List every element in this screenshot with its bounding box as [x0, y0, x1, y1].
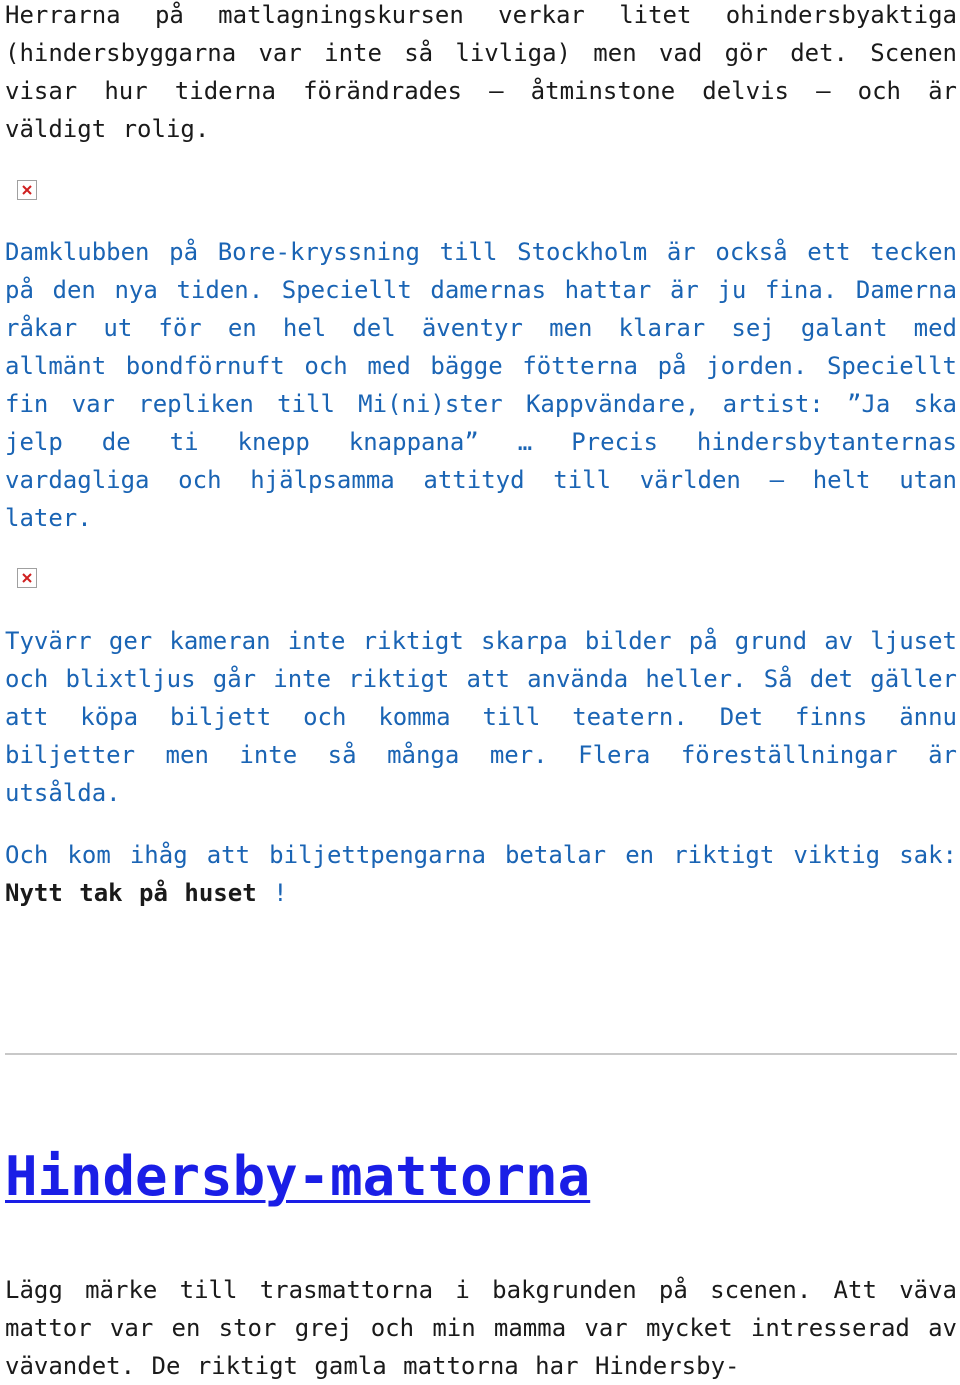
paragraph-cooking-course: Herrarna på matlagningskursen verkar litet ohindersbyaktiga (hindersbyggarna var inte så livliga) men vad gör det. Scenen visar hur tiderna förändrades – åtminstone delvis – och är väldigt rolig.	[5, 1, 957, 143]
post-title-link[interactable]: Hindersby-mattorna	[5, 1145, 591, 1208]
post-excerpt: Lägg märke till trasmattorna i bakgrunden på scenen. Att väva mattor var en stor grej och min mamma var mycket intresserad av vävandet. De riktigt gamla mattorna har Hindersby-	[5, 1276, 957, 1380]
paragraph-ladies-club: Damklubben på Bore-kryssning till Stockholm är också ett tecken på den nya tiden. Speciellt damernas hattar är ju fina. Damerna råkar ut för en hel del äventyr men klarar sej galant med allmänt bondförnuft och med bägge fötterna på jorden. Speciellt fin var repliken till Mi(ni)ster Kappvändare, artist: ”Ja ska jelp de ti knepp knappana” … Precis hindersbytanternas vardagliga och hjälpsamma attityd till världen – helt utan later.	[5, 238, 957, 532]
tickets-exclamation: !	[256, 879, 288, 907]
tickets-text: Och kom ihåg att biljettpengarna betalar en riktigt viktig sak:	[5, 841, 957, 869]
post-title	[5, 1142, 590, 1212]
broken-image-icon	[17, 180, 37, 200]
paragraph-camera: Tyvärr ger kameran inte riktigt skarpa bilder på grund av ljuset och blixtljus går inte riktigt att använda heller. Så det gäller att köpa biljett och komma till teatern. Det finns ännu biljetter men inte så många mer. Flera föreställningar är utsålda.	[5, 627, 957, 807]
post-divider	[5, 1053, 957, 1055]
broken-image-icon	[17, 568, 37, 588]
new-roof-emphasis: Nytt tak på huset	[5, 879, 257, 907]
paragraph-tickets	[5, 836, 957, 912]
